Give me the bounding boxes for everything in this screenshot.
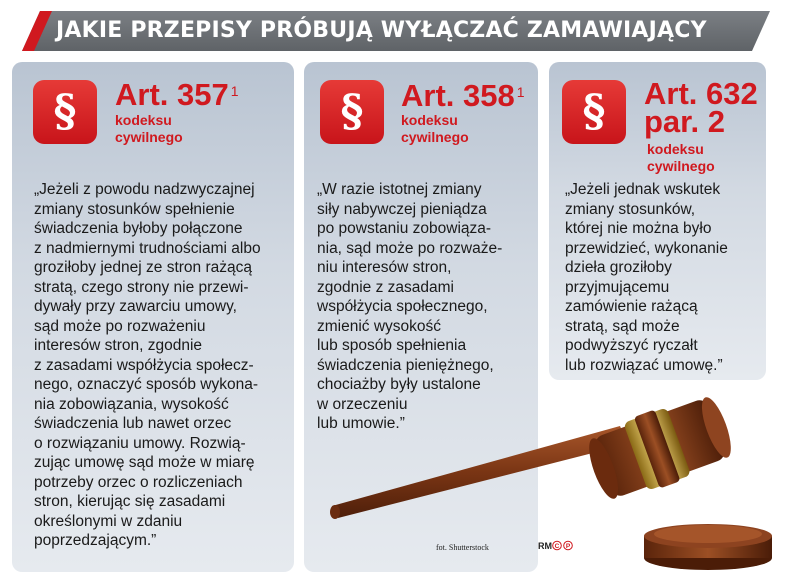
article-number <box>401 78 525 113</box>
p-mark: P <box>565 543 571 550</box>
article-superscript: 1 <box>516 84 525 100</box>
page-title: JAKIE PRZEPISY PRÓBUJĄ WYŁĄCZAĆ ZAMAWIAJĄCY <box>56 18 707 43</box>
photo-credit: fot. Shutterstock <box>436 543 489 552</box>
header-banner <box>0 11 770 51</box>
article-code-label: kodeksu cywilnego <box>401 112 469 145</box>
article-quote: „Jeżeli jednak wskutek zmiany stosunków, której nie można było przewidzieć, wykonanie dzieła groziłoby przyjmującemu zamówienie rażącą stratą, sąd może podwyższyć ryczałt lub rozwiązać umowę.” <box>565 181 728 374</box>
article-code-label: kodeksu cywilnego <box>115 112 183 145</box>
paragraph-icon: § <box>320 80 384 144</box>
article-code-label: kodeksu cywilnego <box>647 141 715 174</box>
article-quote: „Jeżeli z powodu nadzwyczajnej zmiany stosunków spełnienie świadczenia byłoby połączone z nadmiernymi trudnościami albo groziłoby jednej ze stron rażącą stratą, czego strony nie przewi- dywały przy zawarciu umowy, sąd może po rozważeniu interesów stron, zgodnie z zasadami współżycia społecz- nego, oznaczyć sposób wykona- nia zobowiązania, wysokość świadczenia lub nawet orzec o rozwiązaniu umowy. Rozwią- zując umowę sąd może w miarę potrzeby orzec o rozliczeniach stron, kierując się zasadami określonymi w zdaniu poprzedzającym.” <box>34 181 261 549</box>
article-number <box>115 77 239 112</box>
paragraph-icon: § <box>33 80 97 144</box>
article-number-text: Art. 358 <box>401 78 515 113</box>
article-quote: „W razie istotnej zmiany siły nabywczej pieniądza po powstaniu zobowiąza- nia, sąd może po rozważe- niu interesów stron, zgodnie z zasadami współżycia społecznego, zmienić wysokość lub sposób spełnienia świadczenia pieniężnego, chociażby były ustalone w orzeczeniu lub umowie.” <box>317 181 503 432</box>
c-mark: C <box>554 543 560 550</box>
article-number: Art. 632 par. 2 <box>644 76 758 139</box>
rm-label: RM <box>538 541 552 551</box>
copyright-icon <box>552 540 574 551</box>
article-number-text: Art. 357 <box>115 77 229 112</box>
article-superscript: 1 <box>230 83 239 99</box>
paragraph-icon: § <box>562 80 626 144</box>
